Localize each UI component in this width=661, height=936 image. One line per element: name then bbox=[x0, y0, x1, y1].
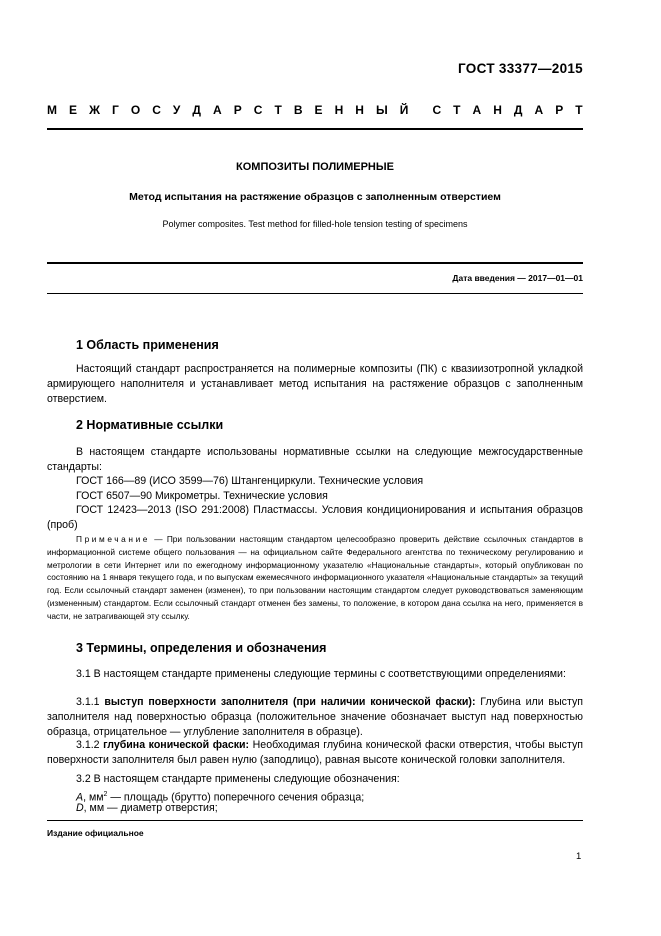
banner-letter: У bbox=[172, 103, 181, 117]
clause-3-1-1: 3.1.1 выступ поверхности заполнителя (при наличии конической фаски): Глубина или выступ заполнителя над поверхностью образца (положительное значение обозначает выступ над поверхностью образца, отрицательное — углубление заполнителя в образце). bbox=[47, 696, 583, 738]
banner-letter: М bbox=[47, 103, 57, 117]
banner-letter: А bbox=[534, 103, 544, 117]
interstate-standard-banner bbox=[47, 103, 583, 117]
banner-letter: Н bbox=[493, 103, 502, 117]
page-number: 1 bbox=[576, 851, 582, 862]
reference-item: ГОСТ 166—89 (ИСО 3599—76) Штангенциркули. Технические условия bbox=[76, 475, 424, 487]
footer-rule bbox=[47, 820, 583, 821]
banner-letter: Е bbox=[314, 103, 323, 117]
document-subtitle: Метод испытания на растяжение образцов с заполненным отверстием bbox=[129, 191, 501, 203]
section-2-intro: В настоящем стандарте использованы нормативные ссылки на следующие межгосударственные стандарты: bbox=[47, 446, 583, 473]
section-2-heading: 2 Нормативные ссылки bbox=[76, 418, 224, 432]
banner-letter: Н bbox=[355, 103, 364, 117]
gost-number: ГОСТ 33377—2015 bbox=[458, 61, 583, 76]
banner-letter: Р bbox=[555, 103, 564, 117]
term-surface-protrusion: выступ поверхности заполнителя (при наличии конической фаски): bbox=[104, 696, 476, 708]
note-label: Примечание bbox=[76, 534, 151, 544]
banner-letter: Д bbox=[192, 103, 201, 117]
references-note: Примечание — При пользовании настоящим стандартом целесообразно проверить действие ссылочных стандартов в информационной системе общего пользования — на официальном сайте Федерального агентства по техническому регулированию и метрологии в сети Интернет или по ежегодному информационному указателю «Национальные стандарты», который опубликован по состоянию на 1 января текущего года, и по выпускам ежемесячного информационного указателя «Национальные стандарты» за текущий год. Если ссылочный стандарт заменен (изменен), то при пользовании настоящим стандартом следует руководствоваться заменяющим (измененным) стандартом. Если ссылочный стандарт отменен без замены, то положение, в котором дана ссылка на него, применяется в части, не затрагивающей эту ссылку. bbox=[47, 534, 583, 621]
reference-item: ГОСТ 6507—90 Микрометры. Технические условия bbox=[76, 490, 328, 502]
banner-letter: Ж bbox=[89, 103, 100, 117]
banner-letter: Й bbox=[399, 103, 409, 117]
document-title: КОМПОЗИТЫ ПОЛИМЕРНЫЕ bbox=[236, 161, 394, 173]
banner-letter: А bbox=[212, 103, 222, 117]
english-title: Polymer composites. Test method for filled-hole tension testing of specimens bbox=[162, 219, 468, 229]
banner-letter: О bbox=[130, 103, 141, 117]
banner-letter: Г bbox=[111, 103, 119, 117]
banner-letter: Н bbox=[334, 103, 344, 117]
symbol-area: A, $мм^2$ — площадь (брутто) поперечного сечения образца; bbox=[76, 791, 365, 804]
banner-letter: Т bbox=[575, 103, 583, 117]
date-rule bbox=[47, 293, 583, 294]
banner-letter: С bbox=[253, 103, 263, 117]
top-rule bbox=[47, 128, 583, 130]
clause-3-2: 3.2 В настоящем стандарте применены следующие обозначения: bbox=[76, 773, 400, 785]
banner-letter: Т bbox=[453, 103, 461, 117]
banner-letter: Ы bbox=[375, 103, 388, 117]
section-3-heading: 3 Термины, определения и обозначения bbox=[76, 641, 327, 655]
term-countersink-depth: глубина конической фаски: bbox=[103, 739, 250, 751]
symbol-diameter: D, мм — диаметр отверстия; bbox=[76, 802, 218, 814]
banner-letter: С bbox=[152, 103, 161, 117]
banner-letter: А bbox=[472, 103, 482, 117]
section-1-heading: 1 Область применения bbox=[76, 338, 219, 352]
banner-letter: Т bbox=[274, 103, 282, 117]
clause-3-1: 3.1 В настоящем стандарте применены следующие термины с соответствующими определениями: bbox=[76, 668, 566, 680]
banner-letter: С bbox=[432, 103, 442, 117]
clause-3-1-2: 3.1.2 глубина конической фаски: Необходимая глубина конической фаски отверстия, чтобы выступ поверхности заполнителя был равен нулю (заподлицо), равная высоте конической головки заполнителя. bbox=[47, 739, 583, 766]
title-rule bbox=[47, 262, 583, 264]
banner-letter: Д bbox=[513, 103, 523, 117]
banner-letter: В bbox=[293, 103, 303, 117]
section-1-text: Настоящий стандарт распространяется на полимерные композиты (ПК) с квазиизотропной укладкой армирующего наполнителя и устанавливает метод испытания на растяжение образцов с заполненным отверстием. bbox=[47, 363, 583, 405]
introduction-date: Дата введения — 2017—01—01 bbox=[452, 273, 583, 283]
banner-letter: Е bbox=[69, 103, 78, 117]
reference-item: ГОСТ 12423—2013 (ISO 291:2008) Пластмассы. Условия кондиционирования и испытания образцов (проб) bbox=[47, 504, 583, 531]
edition-label: Издание официальное bbox=[47, 828, 144, 838]
banner-letter: Р bbox=[233, 103, 242, 117]
